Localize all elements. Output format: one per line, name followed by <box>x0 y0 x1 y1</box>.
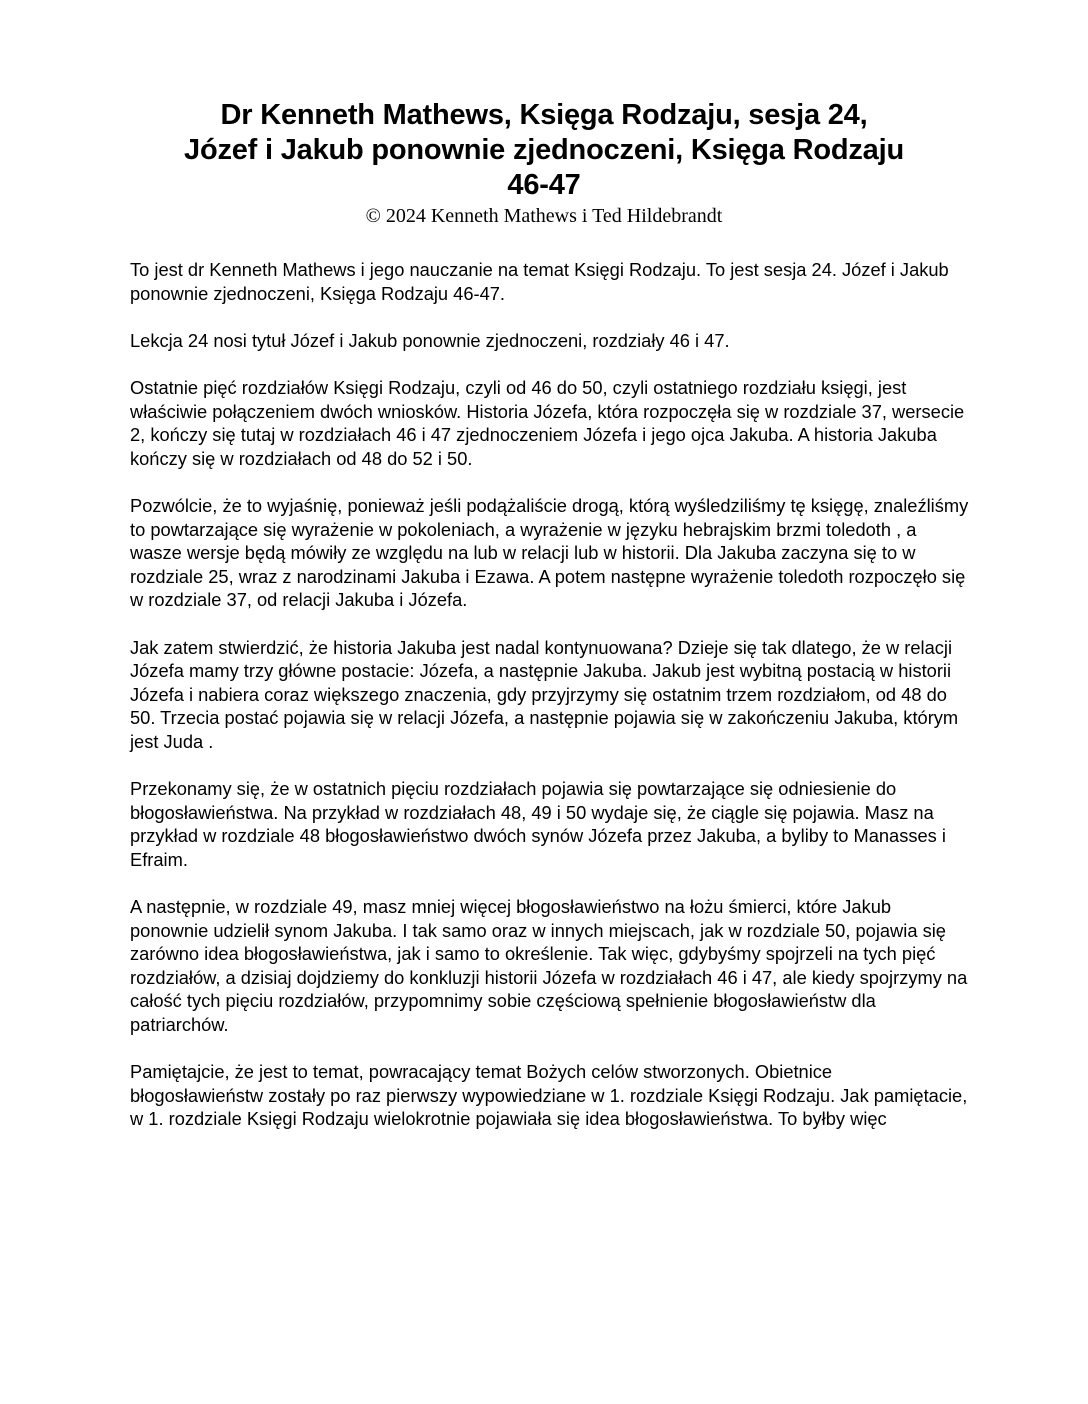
paragraph: Ostatnie pięć rozdziałów Księgi Rodzaju, czyli od 46 do 50, czyli ostatniego rozdziału księgi, jest właściwie połączeniem dwóch wniosków. Historia Józefa, która rozpoczęła się w rozdziale 37, wersecie 2, kończy się tutaj w rozdziałach 46 i 47 zjednoczeniem Józefa i jego ojca Jakuba. A historia Jakuba kończy się w rozdziałach od 48 do 52 i 50. <box>130 376 965 469</box>
paragraph: Jak zatem stwierdzić, że historia Jakuba jest nadal kontynuowana? Dzieje się tak dlatego, że w relacji Józefa mamy trzy główne postacie: Józefa, a następnie Jakuba. Jakub jest wybitną postacią w historii Józefa i nabiera coraz większego znaczenia, gdy przyjrzymy się ostatnim trzem rozdziałom, od 48 do 50. Trzecia postać pojawia się w relacji Józefa, a następnie pojawia się w zakończeniu Jakuba, którym jest Juda . <box>130 636 959 752</box>
paragraph: A następnie, w rozdziale 49, masz mniej więcej błogosławieństwo na łożu śmierci, które Jakub ponownie udzielił synom Jakuba. I tak samo oraz w innych miejscach, jak w rozdziale 50, pojawia się zarówno idea błogosławieństwa, jak i samo to określenie. Tak więc, gdybyśmy spojrzeli na tych pięć rozdziałów, a dzisiaj dojdziemy do konkluzji historii Józefa w rozdziałach 46 i 47, ale kiedy spojrzymy na całość tych pięciu rozdziałów, przypomnimy sobie częściową spełnienie błogosławieństw dla patriarchów. <box>130 896 968 1035</box>
title-line-1: Dr Kenneth Mathews, Księga Rodzaju, sesja 24, <box>220 99 868 131</box>
paragraph: Lekcja 24 nosi tytuł Józef i Jakub ponownie zjednoczeni, rozdziały 46 i 47. <box>130 329 730 351</box>
title-line-2: Józef i Jakub ponownie zjednoczeni, Księga Rodzaju <box>184 134 904 166</box>
paragraph: Przekonamy się, że w ostatnich pięciu rozdziałach pojawia się powtarzające się odniesienie do błogosławieństwa. Na przykład w rozdziałach 48, 49 i 50 wydaje się, że ciągle się pojawia. Masz na przykład w rozdziale 48 błogosławieństwo dwóch synów Józefa przez Jakuba, a byliby to Manasses i Efraim. <box>130 778 946 870</box>
paragraph: Pamiętajcie, że jest to temat, powracający temat Bożych celów stworzonych. Obietnice błogosławieństw zostały po raz pierwszy wypowiedziane w 1. rozdziale Księgi Rodzaju. Jak pamiętacie, w 1. rozdziale Księgi Rodzaju wielokrotnie pojawiała się idea błogosławieństwa. To byłby więc <box>130 1061 968 1130</box>
copyright-notice: © 2024 Kenneth Mathews i Ted Hildebrandt <box>365 205 723 227</box>
title-line-3: 46-47 <box>507 169 581 201</box>
document-title <box>150 98 938 203</box>
paragraph: Pozwólcie, że to wyjaśnię, ponieważ jeśli podążaliście drogą, którą wyśledziliśmy tę księgę, znaleźliśmy to powtarzające się wyrażenie w pokoleniach, a wyrażenie w języku hebrajskim brzmi toledoth , a wasze wersje będą mówiły ze względu na lub w relacji lub w historii. Dla Jakuba zaczyna się to w rozdziale 25, wraz z narodzinami Jakuba i Ezawa. A potem następne wyrażenie toledoth rozpoczęło się w rozdziale 37, od relacji Jakuba i Józefa. <box>130 494 969 611</box>
paragraph: To jest dr Kenneth Mathews i jego nauczanie na temat Księgi Rodzaju. To jest sesja 24. Józef i Jakub ponownie zjednoczeni, Księga Rodzaju 46-47. <box>130 259 949 304</box>
document-body <box>130 258 970 1155</box>
